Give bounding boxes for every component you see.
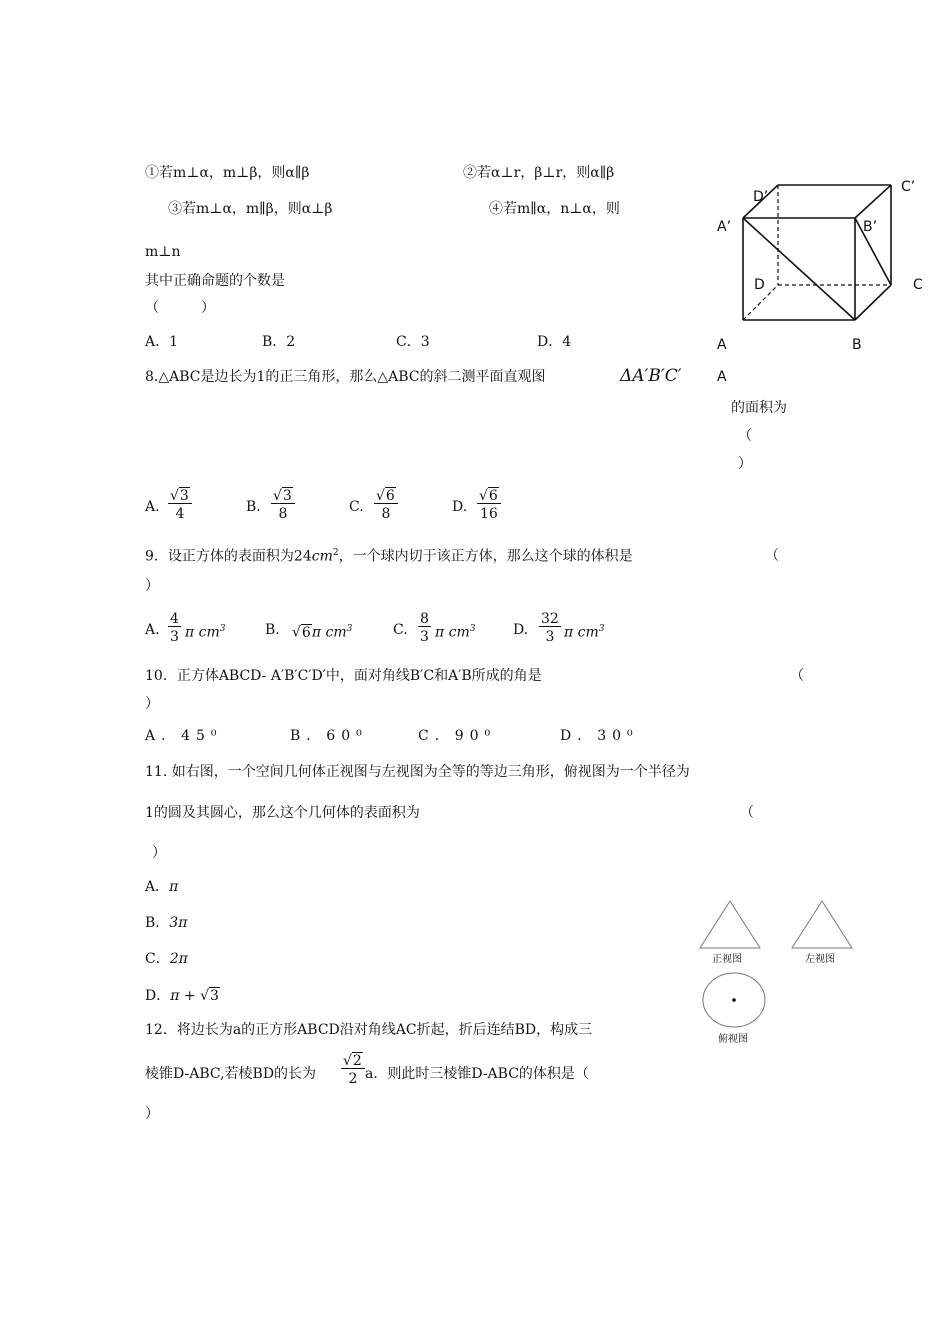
q11-d-rad: 3 <box>210 988 219 1004</box>
q9-a-cm: cm <box>198 624 220 641</box>
cube-label-b1: B’ <box>863 219 878 235</box>
left-view-label: 左视图 <box>805 954 835 965</box>
cube-label-c: C <box>913 277 923 293</box>
q8-b-den: 8 <box>278 506 288 522</box>
q9-c-cm: cm <box>448 624 470 641</box>
q7-option-d: D．4 <box>537 334 572 350</box>
cube-label-c1: C’ <box>901 179 916 195</box>
cube-label-a: A <box>717 337 727 353</box>
q9-option-c-label: C. <box>393 622 408 638</box>
q9-a-num: 4 <box>170 611 179 627</box>
q8-lparen: （ <box>738 428 752 444</box>
q8-option-a-label: A. <box>145 499 160 515</box>
q11-c-label: C． <box>145 951 170 967</box>
q11-b-value: 3π <box>169 915 188 931</box>
q11-lparen: （ <box>740 805 754 821</box>
q8-d-den: 16 <box>480 506 498 522</box>
q7-statement-3: ③若m⊥α，m∥β，则α⊥β <box>168 201 333 217</box>
q12-den: 2 <box>348 1071 358 1087</box>
q12-line-2-start: 棱锥D-ABC,若棱BD的长为 <box>145 1066 317 1082</box>
q8-area-text: 的面积为 <box>731 400 787 416</box>
q7-statement-1: ①若m⊥α，m⊥β，则α∥β <box>145 165 310 181</box>
q9-b-cm: cm <box>325 624 347 641</box>
q10-option-c: C．90⁰ <box>418 728 497 744</box>
q12-line-1: 12．将边长为a的正方形ABCD沿对角线AC折起，折后连结BD，构成三 <box>145 1022 593 1038</box>
q9-text-start: 9．设正方体的表面积为 <box>145 548 294 565</box>
q9-d-exp: 3 <box>598 624 605 634</box>
q9-a-pi: π <box>185 624 195 641</box>
q9-area-exp: 2 <box>332 548 339 558</box>
q9-c-den: 3 <box>420 629 429 645</box>
q7-option-c: C．3 <box>396 334 430 350</box>
top-view-label: 俯视图 <box>718 1034 748 1045</box>
q11-d-label: D． <box>145 988 171 1004</box>
q7-option-b: B．2 <box>262 334 296 350</box>
q8-option-d-fraction: $\frac{√6}{16}$ <box>477 489 501 521</box>
q10-option-d: D．30⁰ <box>560 728 639 744</box>
q8-rparen: ） <box>738 456 752 472</box>
q11-a-value: π <box>169 879 179 895</box>
q9-area-unit: cm <box>311 548 333 565</box>
q8-c-den: 8 <box>381 506 391 522</box>
q9-area-value: 24 <box>293 548 312 565</box>
q9-d-pi: π <box>564 624 574 641</box>
q8-option-c-label: C. <box>349 499 364 515</box>
q9-d-num: 32 <box>541 611 559 627</box>
q7-option-a: A．1 <box>145 334 179 350</box>
q9-text-end: ，一个球内切于该正方体，那么这个球的体积是 <box>338 548 633 565</box>
q9-lparen: （ <box>765 548 779 564</box>
q9-d-cm: cm <box>577 624 599 641</box>
cube-label-a-extra: A <box>717 369 727 385</box>
q10-option-b: B．60⁰ <box>290 728 368 744</box>
q8-option-d-label: D. <box>452 499 468 515</box>
q9-a-den: 3 <box>170 629 179 645</box>
q9-d-den: 3 <box>545 629 555 645</box>
q11-d-value: π + <box>170 988 201 1004</box>
q8-option-c-fraction: $\frac{√6}{8}$ <box>374 489 398 521</box>
q8-a-num: 3 <box>179 488 189 504</box>
q7-statement-4-cont: m⊥n <box>145 244 181 260</box>
q12-rparen: ） <box>145 1106 159 1122</box>
q11-a-label: A． <box>145 879 170 895</box>
q7-statement-2: ②若α⊥r，β⊥r，则α∥β <box>463 165 615 181</box>
q11-b-label: B． <box>145 915 170 931</box>
q9-option-b-value: √6π $cm^3$ <box>292 624 353 641</box>
q11-option-d: D．π + √3 <box>145 988 219 1004</box>
q12-num: 2 <box>352 1053 362 1069</box>
q9-a-exp: 3 <box>219 624 226 634</box>
q7-statement-4: ④若m∥α，n⊥α，则 <box>489 201 620 217</box>
q8-a-den: 4 <box>175 506 185 522</box>
q9-b-pi: π <box>311 624 322 641</box>
q8-option-b-fraction: $\frac{√3}{8}$ <box>271 489 295 521</box>
cube-label-d1: D’ <box>753 189 769 205</box>
q9-b-exp: 3 <box>346 624 353 634</box>
q10-text: 10．正方体ABCD- A′B′C′D′中，面对角线B′C和A′B所成的角是 <box>145 668 542 684</box>
q9-option-d-label: D. <box>513 622 529 638</box>
q8-text: 8.△ABC是边长为1的正三角形，那么△ABC的斜二测平面直观图 <box>145 369 546 385</box>
q12-line-2-end: a．则此时三棱锥D-ABC的体积是（ <box>365 1066 589 1082</box>
cube-label-d: D <box>754 277 765 293</box>
q10-lparen: （ <box>790 668 804 684</box>
q8-expression: ΔA′B′C′ <box>620 366 682 386</box>
top-view-center-dot <box>732 998 736 1002</box>
cube-label-b: B <box>852 337 862 353</box>
left-view-triangle <box>792 901 852 948</box>
q10-rparen: ） <box>145 696 159 712</box>
q9-c-pi: π <box>435 624 445 641</box>
q11-rparen: ） <box>152 845 166 861</box>
q8-c-num: 6 <box>385 488 395 504</box>
q8-d-num: 6 <box>488 488 498 504</box>
q8-b-num: 3 <box>282 488 292 504</box>
q9-c-num: 8 <box>420 611 429 627</box>
q7-answer-paren: （ ） <box>145 300 215 316</box>
q9-b-rad: 6 <box>301 624 311 641</box>
front-view-triangle <box>700 901 760 948</box>
q9-rparen: ） <box>145 578 159 594</box>
q12-fraction: $\frac{√2}{2}$ <box>341 1054 365 1086</box>
q9-option-b-label: B. <box>265 622 280 638</box>
q8-option-a-fraction: $\frac{√3}{4}$ <box>168 489 192 521</box>
q11-line-1: 11. 如右图，一个空间几何体正视图与左视图为全等的等边三角形，俯视图为一个半径为 <box>145 764 690 780</box>
front-view-label: 正视图 <box>712 954 742 965</box>
q11-line-2: 1的圆及其圆心，那么这个几何体的表面积为 <box>145 805 420 821</box>
q10-option-a: A．45⁰ <box>145 728 223 744</box>
q9-option-a-label: A. <box>145 622 160 638</box>
q7-prompt: 其中正确命题的个数是 <box>145 273 285 289</box>
q11-c-value: 2π <box>169 951 188 967</box>
q9-c-exp: 3 <box>469 624 476 634</box>
cube-label-a1: A’ <box>717 219 732 235</box>
q8-option-b-label: B. <box>246 499 261 515</box>
